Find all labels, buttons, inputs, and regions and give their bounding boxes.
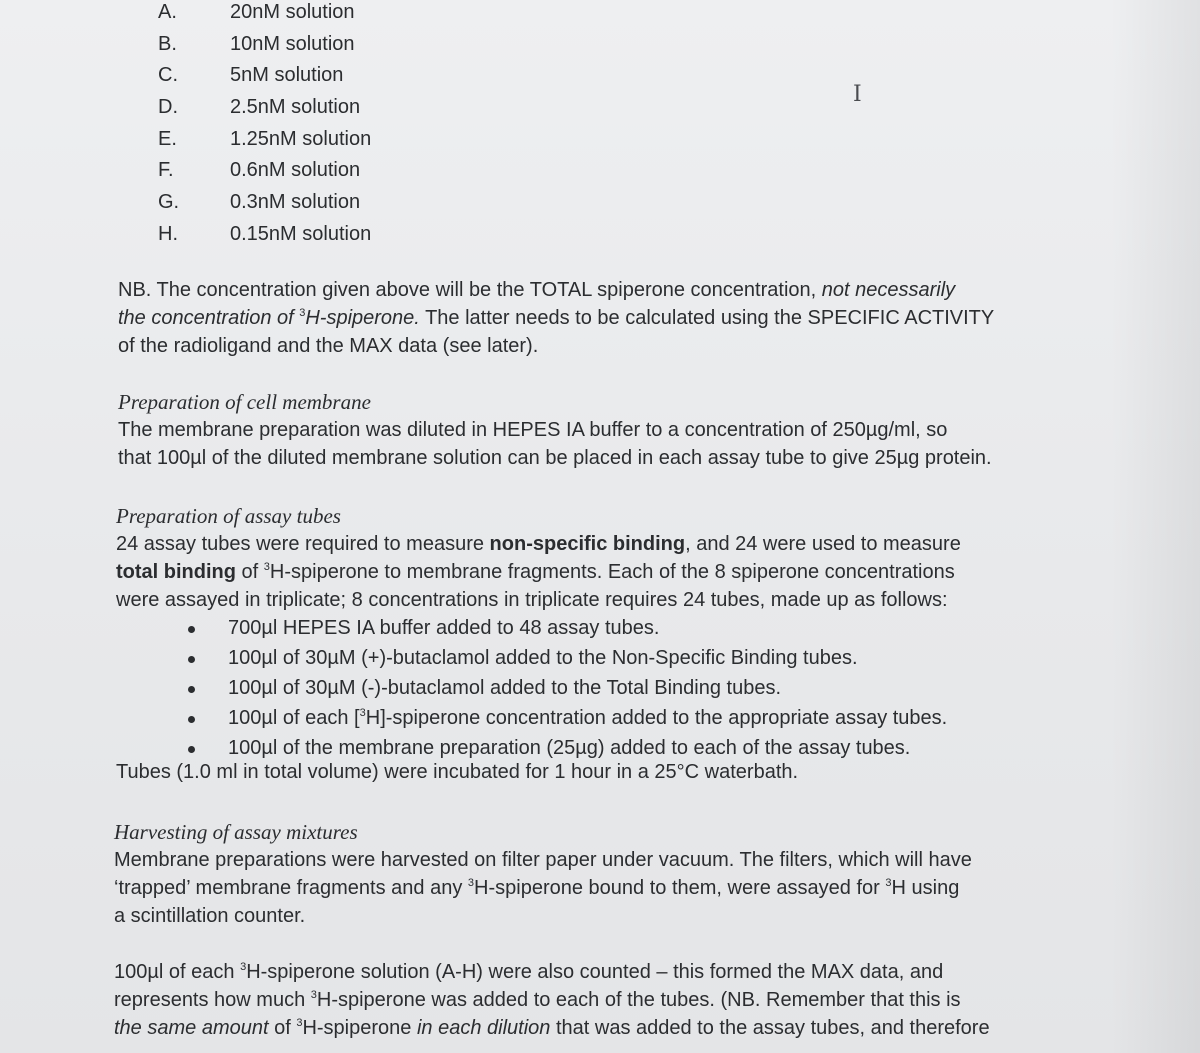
- nb-emphasis: H-spiperone.: [305, 307, 420, 329]
- paragraph-line: [114, 986, 990, 1014]
- list-item-text: 700µl HEPES IA buffer added to 48 assay tubes.: [228, 617, 660, 639]
- superscript: 3: [240, 961, 247, 973]
- harvest-section: [114, 818, 972, 930]
- paragraph-text: of: [268, 1017, 297, 1039]
- paragraph-text: of: [235, 561, 264, 583]
- nb-paragraph: [118, 276, 994, 360]
- list-item: [116, 704, 961, 734]
- paragraph-line: [114, 874, 972, 902]
- solution-label: 0.15nM solution: [230, 222, 372, 245]
- paragraph-text: H using: [891, 877, 960, 899]
- superscript: 3: [467, 877, 475, 889]
- superscript: 3: [263, 561, 270, 573]
- list-item: [116, 614, 961, 644]
- text-cursor-icon: I: [853, 82, 862, 107]
- solution-label: 20nM solution: [230, 1, 355, 23]
- section-heading: Preparation of assay tubes: [116, 504, 341, 528]
- list-item: [116, 734, 961, 764]
- paragraph-line: [114, 1014, 990, 1042]
- list-item-text: 100µl of 30µM (+)-butaclamol added to the Non-Specific Binding tubes.: [228, 647, 858, 669]
- list-item-text: 100µl of the membrane preparation (25µg) added to each of the assay tubes.: [228, 737, 911, 759]
- bold-term: non-specific binding: [489, 533, 686, 555]
- bullet-icon: [188, 686, 195, 693]
- nb-line: of the radioligand and the MAX data (see later).: [118, 335, 539, 357]
- paragraph-line: [116, 530, 961, 558]
- paragraph-text: H-spiperone was added to each of the tubes. (NB. Remember that this is: [316, 989, 961, 1011]
- solution-letter: F.: [158, 159, 174, 182]
- superscript: 3: [296, 1017, 303, 1029]
- paragraph-text: 100µl of each: [114, 961, 241, 983]
- paragraph-line: that 100µl of the diluted membrane solution can be placed in each assay tube to give 25µg protein.: [118, 447, 992, 469]
- paragraph-line: a scintillation counter.: [114, 905, 306, 927]
- paragraph-text: represents how much: [114, 989, 311, 1011]
- bullet-icon: [188, 626, 195, 633]
- superscript: 3: [359, 707, 366, 719]
- bullet-icon: [188, 716, 195, 723]
- emphasis-text: in each dilution: [416, 1017, 551, 1039]
- solution-label: 2.5nM solution: [230, 96, 361, 119]
- superscript: 3: [310, 989, 317, 1001]
- superscript: 3: [885, 877, 892, 889]
- paragraph-line: Tubes (1.0 ml in total volume) were incubated for 1 hour in a 25°C waterbath.: [116, 761, 799, 783]
- paragraph-line: The membrane preparation was diluted in HEPES IA buffer to a concentration of 250µg/ml, so: [118, 419, 948, 441]
- list-item: [116, 644, 961, 674]
- paragraph-text: , and 24 were used to measure: [685, 533, 961, 555]
- assay-section: [116, 502, 961, 786]
- max-section: [114, 958, 990, 1042]
- list-item-text: 100µl of each [: [228, 707, 360, 729]
- superscript: 3: [299, 307, 306, 319]
- solution-label: 10nM solution: [230, 32, 355, 55]
- nb-text: The latter needs to be calculated using the SPECIFIC ACTIVITY: [419, 307, 995, 329]
- paragraph-text: 24 assay tubes were required to measure: [116, 533, 490, 555]
- solution-label: 5nM solution: [230, 64, 344, 87]
- solution-label: 1.25nM solution: [230, 127, 372, 150]
- solution-letter: A.: [158, 1, 177, 23]
- nb-emphasis: the concentration of: [118, 307, 300, 329]
- nb-line: [118, 276, 994, 304]
- paragraph-line: were assayed in triplicate; 8 concentrations in triplicate requires 24 tubes, made up as follows:: [116, 589, 948, 611]
- bullet-icon: [188, 656, 195, 663]
- solution-letter: E.: [158, 127, 177, 150]
- nb-text: NB. The concentration given above will be the TOTAL spiperone concentration,: [118, 279, 822, 301]
- paragraph-text: H-spiperone bound to them, were assayed for: [474, 877, 886, 899]
- emphasis-text: the same amount: [114, 1017, 269, 1039]
- membrane-section: [118, 388, 992, 472]
- paragraph-line: Membrane preparations were harvested on filter paper under vacuum. The filters, which will have: [114, 849, 972, 871]
- paragraph-text: that was added to the assay tubes, and therefore: [550, 1017, 990, 1039]
- solution-label: 0.3nM solution: [230, 191, 361, 214]
- bullet-icon: [188, 746, 195, 753]
- solution-letter: D.: [158, 96, 178, 119]
- paragraph-line: [114, 958, 990, 986]
- solution-letter: H.: [158, 222, 178, 245]
- solution-letter: B.: [158, 32, 177, 55]
- list-item-text: 100µl of 30µM (-)-butaclamol added to the Total Binding tubes.: [228, 677, 781, 699]
- section-heading: Harvesting of assay mixtures: [114, 820, 358, 844]
- paragraph-text: H-spiperone: [302, 1017, 417, 1039]
- nb-line: [118, 304, 994, 332]
- paragraph-line: [116, 558, 961, 586]
- paragraph-text: H-spiperone solution (A-H) were also counted – this formed the MAX data, and: [246, 961, 944, 983]
- solution-letter: C.: [158, 64, 178, 87]
- section-heading: Preparation of cell membrane: [118, 390, 371, 414]
- nb-emphasis: not necessarily: [821, 279, 956, 301]
- list-item: [116, 674, 961, 704]
- solution-label: 0.6nM solution: [230, 159, 361, 182]
- bullet-list: [116, 614, 961, 764]
- paragraph-text: ‘trapped’ membrane fragments and any: [114, 877, 468, 899]
- paragraph-text: H-spiperone to membrane fragments. Each of the 8 spiperone concentrations: [269, 561, 955, 583]
- bold-term: total binding: [116, 561, 236, 583]
- list-item-text: H]-spiperone concentration added to the appropriate assay tubes.: [365, 707, 948, 729]
- solution-letter: G.: [158, 191, 180, 214]
